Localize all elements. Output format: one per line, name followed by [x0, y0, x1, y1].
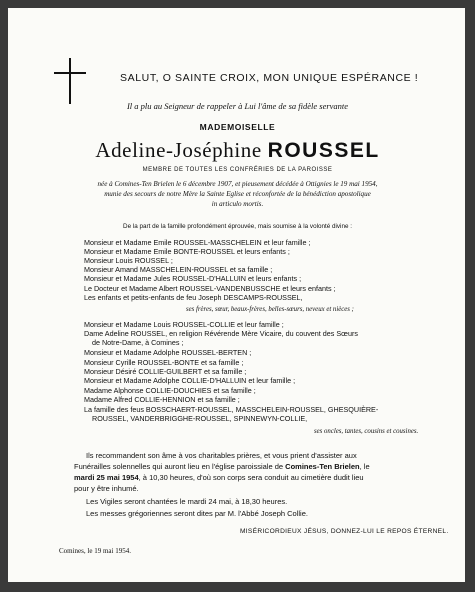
family-line: Le Docteur et Madame Albert ROUSSEL-VANDENBUSSCHE et leurs enfants ;: [84, 284, 336, 293]
family-line: Monsieur et Madame Adolphe ROUSSEL-BERTEN ;: [84, 348, 252, 357]
surname: ROUSSEL: [267, 139, 380, 162]
funeral-line-4: pour y être inhumé.: [74, 484, 139, 493]
funeral-line-1: Ils recommandent son âme à vos charitables prières, et vous prient d'assister aux: [86, 451, 357, 460]
family-line: Madame Alfred COLLIE-HENNION et sa famille ;: [84, 395, 240, 404]
family-line: Monsieur et Madame Adolphe COLLIE-D'HALLUIN et leur famille ;: [84, 376, 296, 385]
detail-line-1: née à Comines-Ten Brielen le 6 décembre 1907, et pieusement décédée à Ottignies le 19 mai 1954,: [97, 180, 378, 188]
family-line: La famille des feus BOSSCHAERT-ROUSSEL, MASSCHELEIN-ROUSSEL, GHESQUIÈRE-: [84, 405, 379, 414]
family-line: Monsieur et Madame Emile ROUSSEL-MASSCHELEIN et leur famille ;: [84, 238, 311, 247]
family-line: ROUSSEL, VANDERBRIGGHE-ROUSSEL, SPINNEWYN-COLLIE,: [92, 414, 308, 423]
header-text: SALUT, O SAINTE CROIX, MON UNIQUE ESPÉRANCE !: [120, 72, 419, 84]
cross-icon: [54, 58, 86, 104]
detail-line-2: munie des secours de notre Mère la Sainte Eglise et réconfortée de la bénédiction apostolique: [104, 190, 371, 198]
family-note: ses frères, sœur, beaux-frères, belles-sœurs, neveux et nièces ;: [186, 306, 354, 313]
funeral-line-2: Funérailles solennelles qui auront lieu en l'église paroissiale de Comines-Ten Brielen, le: [74, 462, 370, 471]
masses-line: Les messes grégoriennes seront dites par M. l'Abbé Joseph Collie.: [86, 509, 308, 518]
family-line: de Notre-Dame, à Comines ;: [92, 338, 184, 347]
family-line: Monsieur Cyrille ROUSSEL-BONTE et sa famille ;: [84, 358, 244, 367]
family-note: ses oncles, tantes, cousins et cousines.: [314, 428, 419, 435]
membership: MEMBRE DE TOUTES LES CONFRÉRIES DE LA PAROISSE: [142, 167, 333, 173]
family-line: Dame Adeline ROUSSEL, en religion Révérende Mère Vicaire, du couvent des Sœurs: [84, 329, 358, 338]
title-mademoiselle: MADEMOISELLE: [199, 122, 276, 132]
family-line: Madame Alphonse COLLIE-DOUCHIES et sa famille ;: [84, 386, 256, 395]
deceased-name: [0, 138, 475, 163]
family-line: Les enfants et petits-enfants de feu Joseph DESCAMPS-ROUSSEL,: [84, 293, 303, 302]
family-line: Monsieur Louis ROUSSEL ;: [84, 256, 173, 265]
family-line: Monsieur Désiré COLLIE-GUILBERT et sa famille ;: [84, 367, 247, 376]
family-line: Monsieur Amand MASSCHELEIN-ROUSSEL et sa famille ;: [84, 265, 273, 274]
closing-prayer: MISÉRICORDIEUX JÉSUS, DONNEZ-LUI LE REPOS ÉTERNEL.: [240, 528, 449, 535]
intro-line: Il a plu au Seigneur de rappeler à Lui l'âme de sa fidèle servante: [126, 101, 349, 111]
funeral-place: Comines-Ten Brielen: [285, 462, 360, 471]
family-line: Monsieur et Madame Louis ROUSSEL-COLLIE et leur famille ;: [84, 320, 284, 329]
detail-line-3: in articulo mortis.: [211, 200, 264, 208]
footer-date: Comines, le 19 mai 1954.: [59, 547, 131, 555]
funeral-line-3: mardi 25 mai 1954, à 10,30 heures, d'où son corps sera conduit au cimetière dudit lieu: [74, 473, 364, 482]
family-intro: De la part de la famille profondément éprouvée, mais soumise à la volonté divine :: [123, 223, 352, 230]
funeral-date: mardi 25 mai 1954: [74, 473, 139, 482]
family-line: Monsieur et Madame Jules ROUSSEL-D'HALLUIN et leurs enfants ;: [84, 274, 302, 283]
family-line: Monsieur et Madame Emile BONTE-ROUSSEL et leurs enfants ;: [84, 247, 290, 256]
vigils-line: Les Vigiles seront chantées le mardi 24 mai, à 18,30 heures.: [86, 497, 288, 506]
first-names: Adeline-Joséphine: [95, 138, 262, 162]
